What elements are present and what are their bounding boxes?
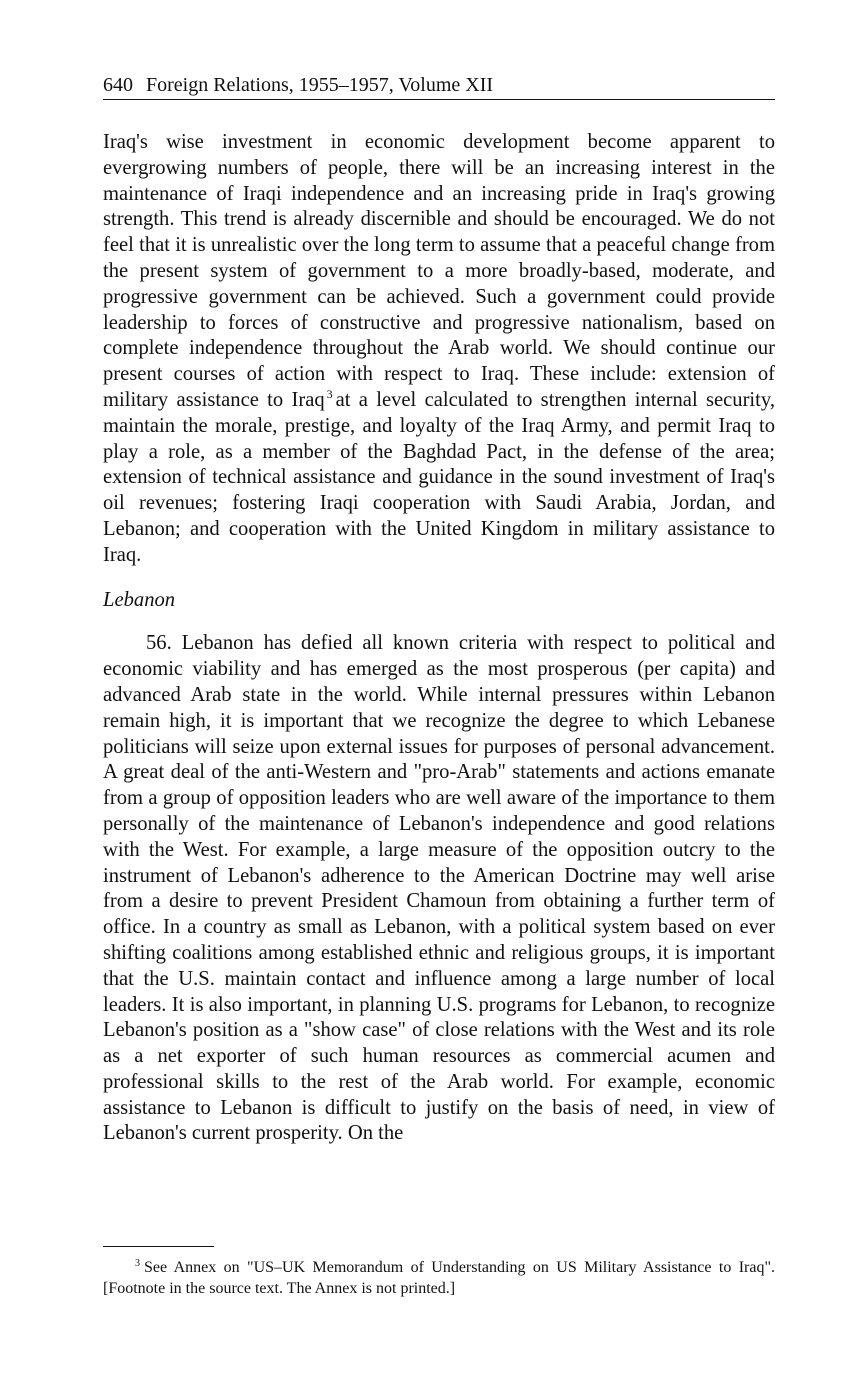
footnote-divider [103, 1246, 214, 1247]
running-header [103, 72, 775, 100]
publication-title: Foreign Relations, 1955–1957, Volume XII [146, 74, 494, 96]
footnote-marker: 3 [135, 1258, 140, 1269]
footnote-reference[interactable]: 3 [326, 386, 333, 401]
body-text [103, 130, 775, 1147]
footnote-text: See Annex on "US–UK Memorandum of Understanding on US Military Assistance to Iraq". [Footnote in the source text. The Annex is not printed.] [103, 1259, 775, 1297]
iraq-continued-paragraph [103, 130, 775, 569]
page-number: 640 [103, 74, 133, 96]
section-heading-lebanon: Lebanon [103, 588, 176, 611]
paragraph-text: Iraq's wise investment in economic development become apparent to evergrowing numbers of people, there will be an increasing interest in the maintenance of Iraqi independence and an increasing pride in Iraq's growing strength. This trend is already discernible and should be encouraged. We do not feel that it is unrealistic over the long term to assume that a peaceful change from the present system of government to a more broadly-based, moderate, and progressive government can be achieved. Such a government could provide leadership to forces of constructive and progressive nationalism, based on complete independence throughout the Arab world. We should continue our present courses of action with respect to Iraq. These include: extension of military assistance to Iraq [103, 131, 775, 411]
paragraph-text: at a level calculated to strengthen internal security, maintain the morale, prestige, and loyalty of the Iraq Army, and permit Iraq to play a role, as a member of the Baghdad Pact, in the defense of the area; extension of technical assistance and guidance in the sound investment of Iraq's oil revenues; fostering Iraqi cooperation with Saudi Arabia, Jordan, and Lebanon; and cooperation with the United Kingdom in military assistance to Iraq. [103, 388, 775, 566]
paragraph-56: 56. Lebanon has defied all known criteria with respect to political and economic viability and has emerged as the most prosperous (per capita) and advanced Arab state in the world. While internal pressures within Lebanon remain high, it is important that we recognize the degree to which Lebanese politicians will seize upon external issues for purposes of personal advancement. A great deal of the anti-Western and "pro-Arab" statements and actions emanate from a group of opposition leaders who are well aware of the importance to them personally of the maintenance of Lebanon's independence and good relations with the West. For example, a large measure of the opposition outcry to the instrument of Lebanon's adherence to the American Doctrine may well arise from a desire to prevent President Chamoun from obtaining a further term of office. In a country as small as Lebanon, with a political system based on ever shifting coalitions among established ethnic and religious groups, it is important that the U.S. maintain contact and influence among a large number of local leaders. It is also important, in planning U.S. programs for Lebanon, to recognize Lebanon's position as a "show case" of close relations with the West and its role as a net exporter of such human resources as commercial acumen and professional skills to the rest of the Arab world. For example, economic assistance to Lebanon is difficult to justify on the basis of need, in view of Lebanon's current prosperity. On the [103, 632, 775, 1145]
document-page [103, 72, 775, 1147]
footnote-3 [103, 1257, 775, 1299]
